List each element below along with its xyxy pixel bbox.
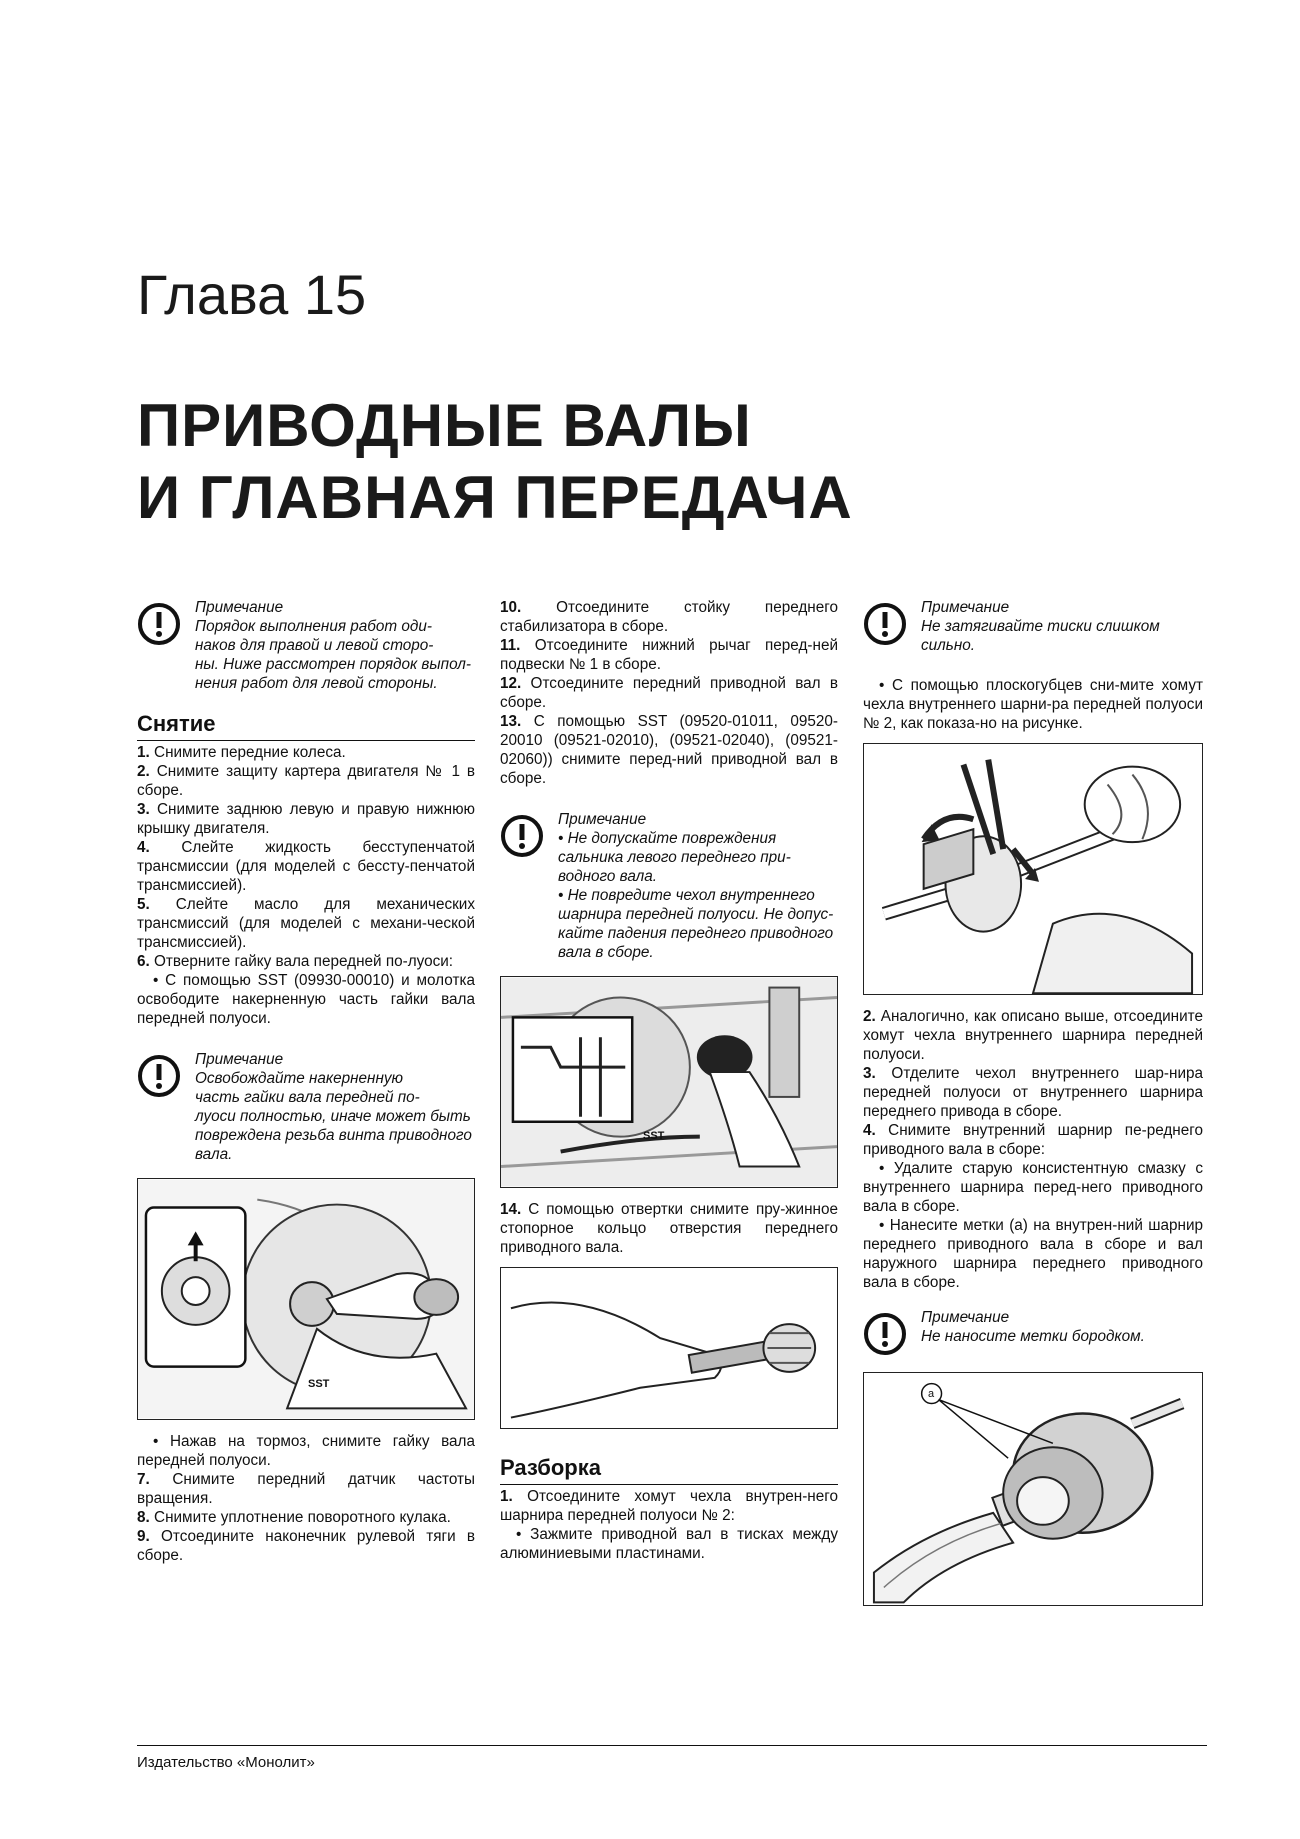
step-item: [500, 598, 838, 636]
note-line: • Не повредите чехол внутреннего: [558, 887, 815, 904]
step-item: [500, 712, 838, 788]
step-item: [137, 762, 475, 800]
figure-driveshaft-removal: [500, 976, 838, 1188]
column-3: [863, 598, 1203, 1618]
step-text: Отделите чехол внутреннего шар-нира передней полуоси от внутреннего шарнира переднего привода в сборе.: [863, 1065, 1203, 1120]
step-number: 4.: [137, 839, 150, 856]
figure-joint-marks: [863, 1372, 1203, 1606]
note-text: [863, 1308, 1203, 1346]
note-block: [137, 1050, 475, 1164]
step-text: Снимите уплотнение поворотного кулака.: [154, 1509, 451, 1526]
step-text: Отсоедините хомут чехла внутрен-него шарнира передней полуоси № 2:: [500, 1488, 839, 1524]
step-text: Отсоедините передний приводной вал в сборе.: [500, 675, 839, 711]
note-line: водного вала.: [558, 868, 658, 885]
step-number: 7.: [137, 1471, 150, 1488]
note-heading: Примечание: [558, 811, 647, 828]
note-heading: Примечание: [921, 599, 1010, 616]
exclamation-icon: [863, 1312, 907, 1356]
note-text: [863, 598, 1203, 655]
note-line: вала в сборе.: [558, 944, 654, 961]
step-item: [863, 1064, 1203, 1121]
step-item: [863, 1121, 1203, 1159]
figure-hub-nut: [137, 1178, 475, 1420]
note-line: ны. Ниже рассмотрен порядок выпол-: [195, 656, 471, 673]
bullet-item: • С помощью SST (09930-00010) и молотка освободите накерненную часть гайки вала передней полуоси.: [137, 972, 475, 1027]
note-line: сальника левого переднего при-: [558, 849, 791, 866]
step-number: 9.: [137, 1528, 150, 1545]
mark-label-a: a: [928, 1388, 935, 1400]
section-heading-removal: Снятие: [137, 711, 475, 741]
step-item: [137, 800, 475, 838]
note-text: [137, 1050, 475, 1164]
note-line: шарнира передней полуоси. Не допус-: [558, 906, 834, 923]
figure-label: SST: [308, 1378, 330, 1390]
exclamation-icon: [500, 814, 544, 858]
step-item: [137, 743, 475, 762]
step-text: Отсоедините стойку переднего стабилизатора в сборе.: [500, 599, 839, 635]
note-block: [863, 1308, 1203, 1362]
note-line: Не затягивайте тиски слишком: [921, 618, 1160, 635]
column-2: [500, 598, 838, 1563]
joint-marks-illustration: [864, 1373, 1202, 1605]
step-item: [500, 636, 838, 674]
step-number: 2.: [863, 1008, 876, 1025]
step-text: Слейте масло для механических трансмиссий (для моделей с механи-ческой трансмиссией).: [137, 896, 475, 951]
section-heading-disassembly: Разборка: [500, 1455, 838, 1485]
step-number: 10.: [500, 599, 522, 616]
step-text: Отверните гайку вала передней по-луоси:: [154, 953, 454, 970]
step-item: [863, 1007, 1203, 1064]
step-text: Отсоедините нижний рычаг перед-ней подвески № 1 в сборе.: [500, 637, 838, 673]
step-number: 4.: [863, 1122, 876, 1139]
note-line: Не наносите метки бородком.: [921, 1328, 1145, 1345]
step-number: 12.: [500, 675, 522, 692]
note-heading: Примечание: [195, 1051, 284, 1068]
step-text: С помощью SST (09520-01011, 09520-20010 (09521-02010), (09521-02040), (09521-02060)) снимите перед-ний приводной вал в сборе.: [500, 713, 839, 787]
footer-divider: [137, 1745, 1207, 1746]
note-text: [500, 810, 838, 962]
note-line: нения работ для левой стороны.: [195, 675, 438, 692]
step-number: 2.: [137, 763, 150, 780]
chapter-number: Глава 15: [137, 263, 367, 326]
chapter-title: [137, 390, 853, 534]
snap-ring-illustration: [501, 1268, 837, 1428]
step-text: Снимите защиту картера двигателя № 1 в сборе.: [137, 763, 476, 799]
step-number: 1.: [137, 744, 150, 761]
column-1: [137, 598, 475, 1565]
step-item: [137, 1508, 475, 1527]
step-number: 3.: [863, 1065, 876, 1082]
bullet-item: • С помощью плоскогубцев сни-мите хомут чехла внутреннего шарни-ра передней полуоси № 2, как показа-но на рисунке.: [863, 677, 1203, 732]
exclamation-icon: [137, 1054, 181, 1098]
title-line-1: ПРИВОДНЫЕ ВАЛЫ: [137, 392, 752, 459]
step-item: [500, 674, 838, 712]
exclamation-icon: [863, 602, 907, 646]
bullet-item: • Нанесите метки (a) на внутрен-ний шарнир переднего приводного вала в сборе и вал наружного шарнира переднего приводного вала в сборе.: [863, 1217, 1203, 1291]
step-number: 6.: [137, 953, 150, 970]
step-text: Снимите передний датчик частоты вращения.: [137, 1471, 475, 1507]
step-text: Отсоедините наконечник рулевой тяги в сборе.: [137, 1528, 476, 1564]
step-number: 5.: [137, 896, 150, 913]
step-item: [137, 895, 475, 952]
step-text: Снимите заднюю левую и правую нижнюю крышку двигателя.: [137, 801, 476, 837]
step-text: Снимите передние колеса.: [154, 744, 346, 761]
step-item: [137, 1527, 475, 1565]
step-text: Снимите внутренний шарнир пе-реднего приводного вала в сборе:: [863, 1122, 1204, 1158]
step-item: [137, 1470, 475, 1508]
publisher-footer: Издательство «Монолит»: [137, 1754, 315, 1771]
step-item: [137, 838, 475, 895]
clamp-removal-illustration: [864, 744, 1202, 994]
note-line: повреждена резьба винта приводного: [195, 1127, 472, 1144]
step-number: 14.: [500, 1201, 522, 1218]
step-number: 8.: [137, 1509, 150, 1526]
step-number: 13.: [500, 713, 522, 730]
step-item: [137, 952, 475, 971]
note-block: [500, 810, 838, 962]
note-line: кайте падения переднего приводного: [558, 925, 834, 942]
note-line: Освобождайте накерненную: [195, 1070, 404, 1087]
note-line: сильно.: [921, 637, 976, 654]
note-line: наков для правой и левой сторо-: [195, 637, 434, 654]
step-item: [500, 1200, 838, 1257]
figure-clamp-removal: [863, 743, 1203, 995]
step-number: 3.: [137, 801, 150, 818]
note-line: вала.: [195, 1146, 233, 1163]
bullet-item: • Удалите старую консистентную смазку с внутреннего шарнира перед-него приводного вала в сборе.: [863, 1160, 1203, 1215]
step-number: 1.: [500, 1488, 513, 1505]
driveshaft-removal-illustration: [501, 977, 837, 1187]
note-line: часть гайки вала передней по-: [195, 1089, 420, 1106]
step-text: Слейте жидкость бесступенчатой трансмиссии (для моделей с бессту-пенчатой трансмиссией).: [137, 839, 475, 894]
note-line: • Не допускайте повреждения: [558, 830, 777, 847]
note-block: [863, 598, 1203, 662]
figure-snap-ring: [500, 1267, 838, 1429]
step-text: С помощью отвертки снимите пру-жинное стопорное кольцо отверстия переднего приводного вала.: [500, 1201, 838, 1256]
exclamation-icon: [137, 602, 181, 646]
note-text: [137, 598, 475, 693]
note-heading: Примечание: [195, 599, 284, 616]
hub-nut-illustration: [138, 1179, 474, 1419]
step-number: 11.: [500, 637, 521, 654]
bullet-item: • Зажмите приводной вал в тисках между алюминиевыми пластинами.: [500, 1526, 838, 1562]
step-item: [500, 1487, 838, 1525]
note-heading: Примечание: [921, 1309, 1010, 1326]
title-line-2: И ГЛАВНАЯ ПЕРЕДАЧА: [137, 464, 853, 531]
note-line: луоси полностью, иначе может быть: [195, 1108, 471, 1125]
bullet-item: • Нажав на тормоз, снимите гайку вала передней полуоси.: [137, 1433, 475, 1469]
note-line: Порядок выполнения работ оди-: [195, 618, 432, 635]
figure-label: SST: [643, 1130, 665, 1142]
step-text: Аналогично, как описано выше, отсоедините хомут чехла внутреннего шарнира передней полуоси.: [863, 1008, 1204, 1063]
note-block: [137, 598, 475, 693]
